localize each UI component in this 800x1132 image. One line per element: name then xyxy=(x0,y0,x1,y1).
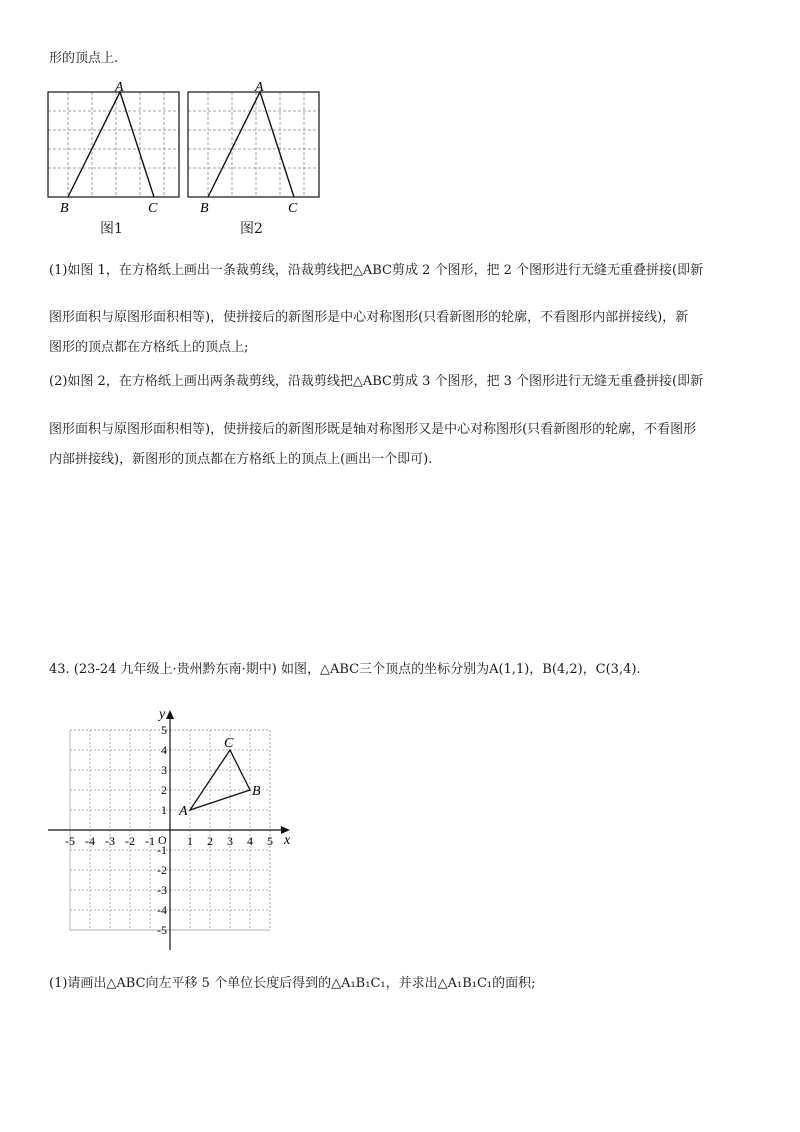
fig2-caption: 图2 xyxy=(240,221,263,237)
x-tick-label: 5 xyxy=(267,834,273,848)
x-tick-label: -4 xyxy=(85,834,95,848)
x-tick-label: 3 xyxy=(227,834,233,848)
y-tick-label: -3 xyxy=(157,883,167,897)
x-tick-label: -3 xyxy=(105,834,115,848)
y-tick-label: -1 xyxy=(157,843,167,857)
y-tick-label: 1 xyxy=(161,803,167,817)
y-tick-label: 5 xyxy=(161,723,167,737)
y-tick-label: 4 xyxy=(161,743,167,757)
y-tick-label: 3 xyxy=(161,763,167,777)
fig2-label-a: A xyxy=(255,80,264,95)
fig2-label-c: C xyxy=(288,201,298,216)
q1-line-3: 图形的顶点都在方格纸上的顶点上; xyxy=(49,340,249,355)
x-tick-label: -1 xyxy=(145,834,155,848)
y-axis-label: y xyxy=(159,707,166,722)
fig1-caption: 图1 xyxy=(100,221,123,237)
y-tick-label: -5 xyxy=(157,923,167,937)
q2-line-1: (2)如图 2，在方格纸上画出两条裁剪线，沿裁剪线把△ABC剪成 3 个图形，把 3 个图形进行无缝无重叠拼接(即新 xyxy=(49,374,704,389)
point-label-b: B xyxy=(252,784,261,799)
fig1-label-b: B xyxy=(60,201,69,216)
figure-1 xyxy=(44,80,184,220)
point-label-c: C xyxy=(224,736,234,751)
y-tick-label: -4 xyxy=(157,903,167,917)
problem-43-sub-1: (1)请画出△ABC向左平移 5 个单位长度后得到的△A₁B₁C₁，并求出△A₁B₁C₁的面积; xyxy=(49,976,536,991)
q1-line-1: (1)如图 1，在方格纸上画出一条裁剪线，沿裁剪线把△ABC剪成 2 个图形，把 2 个图形进行无缝无重叠拼接(即新 xyxy=(49,263,704,278)
figure-2 xyxy=(184,80,324,220)
triangle-outline xyxy=(190,750,250,810)
x-tick-label: 1 xyxy=(187,834,193,848)
x-tick-label: -2 xyxy=(125,834,135,848)
fig2-label-b: B xyxy=(200,201,209,216)
q2-line-3: 内部拼接线)，新图形的顶点都在方格纸上的顶点上(画出一个即可). xyxy=(49,452,433,467)
fig1-label-a: A xyxy=(115,80,124,95)
q1-line-2: 图形面积与原图形面积相等)，使拼接后的新图形是中心对称图形(只看新图形的轮廓，不看图形内部拼接线)，新 xyxy=(49,310,689,325)
coordinate-axes xyxy=(48,707,291,950)
text-line-top: 形的顶点上. xyxy=(49,51,119,66)
x-tick-label: 4 xyxy=(247,834,253,848)
y-tick-label: -2 xyxy=(157,863,167,877)
y-axis-arrow xyxy=(166,710,174,719)
x-axis-label: x xyxy=(284,833,291,848)
point-label-a: A xyxy=(179,804,188,819)
origin-label: O xyxy=(158,833,167,847)
fig1-label-c: C xyxy=(148,201,158,216)
problem-43-stem: 43. (23-24 九年级上·贵州黔东南·期中) 如图，△ABC三个顶点的坐标分别为A(1,1)，B(4,2)，C(3,4). xyxy=(49,662,641,677)
y-tick-label: 2 xyxy=(161,783,167,797)
x-tick-label: -5 xyxy=(65,834,75,848)
coordinate-plane xyxy=(40,700,310,955)
x-tick-label: 2 xyxy=(207,834,213,848)
q2-line-2: 图形面积与原图形面积相等)，使拼接后的新图形既是轴对称图形又是中心对称图形(只看新图形的轮廓，不看图形 xyxy=(49,422,697,437)
triangle-abc xyxy=(178,736,261,819)
